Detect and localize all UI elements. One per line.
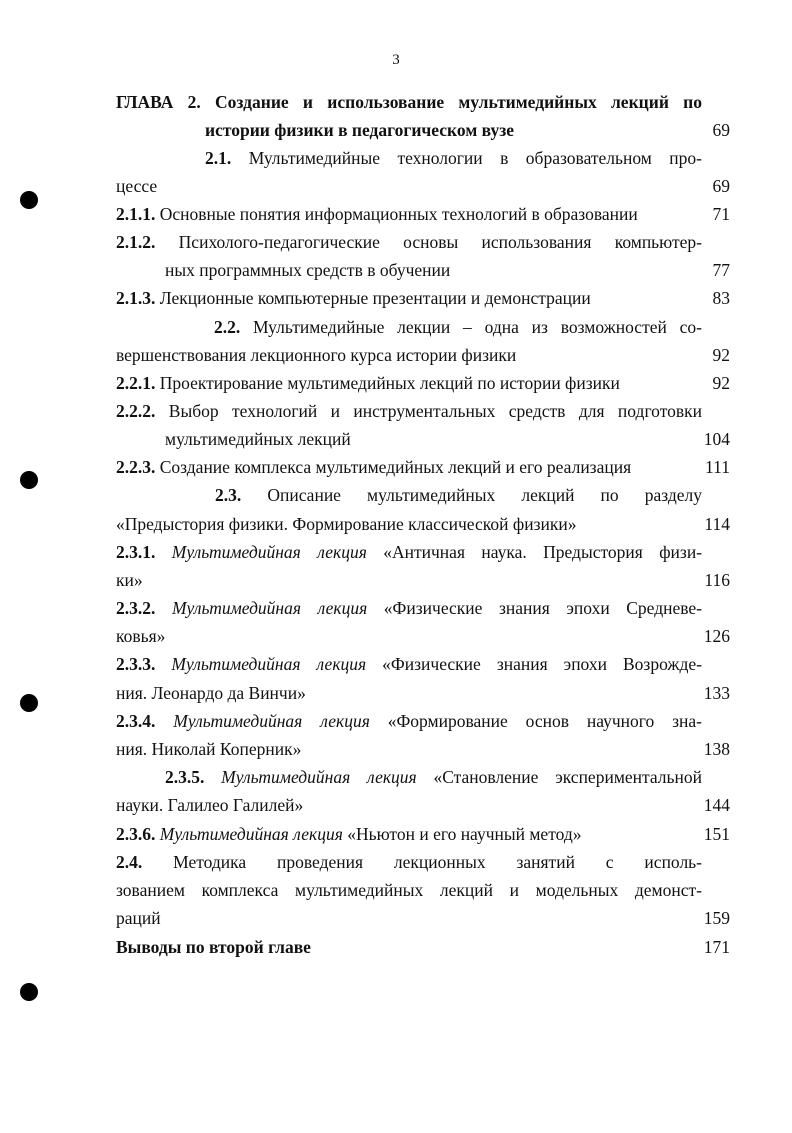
toc-heading-text: ГЛАВА 2. Создание и использование мультимедийных лекций по [116,92,702,112]
toc-line [165,763,702,791]
toc-line [116,820,702,848]
page-ref: 111 [705,457,730,477]
page-ref: 159 [703,908,730,928]
toc-entry-text: ния. Николай Коперник» [116,739,302,759]
page-ref: 71 [712,204,730,224]
section-number: 2.2. [214,317,241,337]
page-ref: 69 [712,120,730,140]
toc-entry-text: Выбор технологий и инструментальных средств для подготовки [155,401,702,421]
toc-entry-text: «Формирование основ научного зна- [369,711,703,731]
toc-line [116,876,702,904]
toc-entry-text: Мультимедийные технологии в образовательном про- [231,148,702,168]
toc-entry-text: Методика проведения лекционных занятий с исполь- [142,852,702,872]
section-number: 2.3.1. [116,542,156,562]
section-number: 2.1.1. [116,204,156,224]
punch-hole-mark [20,694,38,712]
toc-line [215,481,702,509]
toc-entry-text: науки. Галилео Галилей» [116,795,304,815]
page-ref: 92 [712,373,730,393]
page-ref: 83 [712,288,730,308]
toc-line [116,228,702,256]
toc-entry-text: «Ньютон и его научный метод» [342,824,582,844]
toc-line [116,735,702,763]
toc-heading-text: истории физики в педагогическом вузе [205,120,515,140]
toc-entry-text: «Физические знания эпохи Средневе- [367,598,703,618]
page-ref: 126 [703,626,730,646]
toc-entry-text: «Физические знания эпохи Возрожде- [366,654,703,674]
toc-entry-text: мультимедийных лекций [165,429,351,449]
section-number: 2.3.2. [116,598,156,618]
section-number: 2.3.5. [165,767,205,787]
section-number: 2.4. [116,852,143,872]
toc-line [116,594,702,622]
toc-line [116,172,702,200]
toc-line [116,510,702,538]
toc-line [116,341,702,369]
page-ref: 138 [703,739,730,759]
toc-line [116,566,702,594]
section-number: 2.3. [215,485,242,505]
page-ref: 133 [703,683,730,703]
section-number: 2.3.4. [116,711,156,731]
toc-line [116,538,702,566]
toc-line [116,679,702,707]
toc-entry-text: Психолого-педагогические основы использования компьютер- [155,232,702,252]
toc-entry-text: Лекционные компьютерные презентации и демонстрации [155,288,591,308]
lecture-type-label: Мультимедийная лекция [171,598,368,618]
toc-entry-text: «Античная наука. Предыстория физи- [366,542,703,562]
lecture-type-label: Мультимедийная лекция [171,654,367,674]
toc-heading-text: Выводы по второй главе [116,937,311,957]
toc-entry-text: цессе [116,176,158,196]
toc-entry-text: Описание мультимедийных лекций по разделу [241,485,702,505]
lecture-type-label: Мультимедийная лекция [171,542,367,562]
section-number: 2.1.3. [116,288,156,308]
lecture-type-label: Мультимедийная лекция [173,711,370,731]
lecture-type-label: Мультимедийная лекция [221,767,417,787]
toc-entry-text: ки» [116,570,143,590]
toc-line [205,144,702,172]
page-ref: 114 [704,514,730,534]
punch-hole-mark [20,471,38,489]
toc-entry-text: Основные понятия информационных технологий в образовании [155,204,638,224]
toc-entry-text: Проектирование мультимедийных лекций по истории физики [155,373,620,393]
punch-hole-mark [20,983,38,1001]
toc-line [116,200,702,228]
toc-entry-text: «Предыстория физики. Формирование классической физики» [116,514,577,534]
page-ref: 116 [704,570,730,590]
page-ref: 92 [712,345,730,365]
toc-line [165,425,702,453]
section-number: 2.2.3. [116,457,156,477]
toc-entry-text: раций [116,908,161,928]
toc-line [116,904,702,932]
section-number: 2.1. [205,148,232,168]
toc-entry-text: вершенствования лекционного курса истории физики [116,345,517,365]
toc-entry-text: ковья» [116,626,166,646]
page-ref: 104 [703,429,730,449]
section-number: 2.3.3. [116,654,156,674]
page-ref: 151 [703,824,730,844]
toc-line [116,453,702,481]
toc-entry-text: Создание комплекса мультимедийных лекций и его реализация [155,457,632,477]
toc-line [165,256,702,284]
toc-line [116,791,702,819]
toc-entry-text: Мультимедийные лекции – одна из возможностей со- [240,317,702,337]
toc-entry-text: ных программных средств в обучении [165,260,451,280]
toc-line [116,707,702,735]
toc-line [116,933,702,961]
section-number: 2.2.2. [116,401,156,421]
toc-line [116,88,702,116]
toc-line [116,848,702,876]
section-number: 2.1.2. [116,232,156,252]
section-number: 2.2.1. [116,373,156,393]
toc-line [214,313,702,341]
toc-entry-text: зованием комплекса мультимедийных лекций и модельных демонст- [116,880,702,900]
toc-line [116,397,702,425]
toc-entry-text: «Становление экспериментальной [416,767,702,787]
toc-line [116,622,702,650]
page-ref: 69 [712,176,730,196]
section-number: 2.3.6. [116,824,156,844]
toc-line [116,284,702,312]
page-ref: 171 [703,937,730,957]
page-number: 3 [392,52,400,68]
page-ref: 144 [703,795,730,815]
page-ref: 77 [712,260,730,280]
toc-line [116,369,702,397]
punch-hole-mark [20,191,38,209]
toc-line [116,650,702,678]
lecture-type-label: Мультимедийная лекция [159,824,343,844]
toc-entry-text: ния. Леонардо да Винчи» [116,683,306,703]
toc-line [205,116,702,144]
